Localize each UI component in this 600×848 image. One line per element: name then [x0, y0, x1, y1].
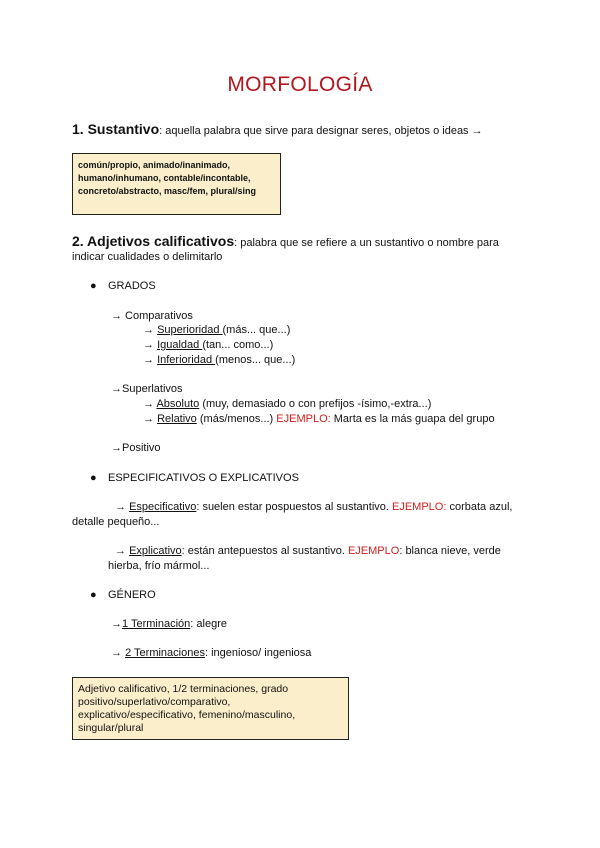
inferioridad-rest: (menos... que...) — [215, 354, 296, 366]
absoluto-rest: (muy, demasiado o con prefijos -ísimo,-extra...) — [199, 398, 432, 410]
relativo-term: Relativo — [157, 413, 197, 425]
section-1-text: : aquella palabra que sirve para designar seres, objetos o ideas → — [159, 125, 483, 137]
relativo-example-text: Marta es la más guapa del grupo — [330, 413, 495, 425]
section-2-heading: 2. Adjetivos calificativos — [72, 233, 235, 249]
superioridad-line — [143, 324, 290, 336]
igualdad-rest: (tan... como...) — [202, 339, 274, 351]
especificativo-line2: detalle pequeño... — [72, 516, 160, 528]
relativo-rest: (más/menos...) — [196, 413, 277, 425]
arrow: → — [143, 413, 154, 425]
arrow: → — [111, 647, 126, 659]
bullet-genero: ● — [90, 589, 97, 601]
igualdad-term: Igualdad — [157, 339, 203, 351]
superioridad-rest: (más... que...) — [222, 324, 291, 336]
especificativo-example-text: corbata azul, — [446, 501, 513, 513]
explicativo-term: Explicativo — [129, 545, 182, 557]
superlativos-label: →Superlativos — [111, 383, 183, 395]
arrow: → — [143, 324, 154, 336]
una-terminacion-term: 1 Terminación — [122, 618, 191, 630]
section-1-heading: 1. Sustantivo — [72, 121, 160, 137]
arrow: → — [143, 339, 154, 351]
igualdad-line — [143, 339, 273, 351]
arrow: → — [115, 545, 130, 557]
arrow: → — [143, 398, 154, 410]
arrow: → — [111, 618, 122, 630]
explicativo-example-label: EJEMPLO — [347, 545, 400, 557]
bullet-especificativos: ● — [90, 472, 97, 484]
inferioridad-term: Inferioridad — [157, 354, 216, 366]
positivo-label: →Positivo — [111, 442, 161, 454]
especificativo-example-label: EJEMPLO: — [392, 501, 447, 513]
sustantivo-summary-box: común/propio, animado/inanimado, humano/inhumano, contable/incontable, concreto/abstracto, masc/fem, plural/sing — [72, 153, 281, 215]
dos-terminaciones-rest: : ingenioso/ ingeniosa — [204, 647, 312, 659]
arrow: → — [143, 354, 154, 366]
adjetivo-summary-box: Adjetivo calificativo, 1/2 terminaciones, grado positivo/superlativo/comparativo, explicativo/especificativo, femenino/masculino, singular/plural — [72, 677, 349, 740]
relativo-example-label: EJEMPLO: — [276, 413, 331, 425]
dos-terminaciones-line — [111, 647, 311, 659]
absoluto-line — [143, 398, 431, 410]
section-2-line — [72, 233, 499, 251]
especificativo-line — [115, 501, 512, 513]
explicativo-example-text: : blanca nieve, verde — [399, 545, 501, 557]
comparativos-label: → Comparativos — [111, 310, 193, 322]
especificativos-label: ESPECIFICATIVOS O EXPLICATIVOS — [108, 472, 299, 484]
section-2-text-line2: indicar cualidades o delimitarlo — [72, 251, 223, 263]
explicativo-line — [115, 545, 501, 557]
una-terminacion-rest: : alegre — [190, 618, 227, 630]
especificativo-rest: : suelen estar pospuestos al sustantivo. — [196, 501, 392, 513]
una-terminacion-line — [111, 618, 227, 630]
grados-label: GRADOS — [108, 280, 156, 292]
relativo-line — [143, 413, 495, 425]
bullet-grados: ● — [90, 280, 97, 292]
dos-terminaciones-term: 2 Terminaciones — [125, 647, 205, 659]
genero-label: GÉNERO — [108, 589, 156, 601]
inferioridad-line — [143, 354, 295, 366]
explicativo-line2: hierba, frío mármol... — [108, 560, 210, 572]
page-title: MORFOLOGÍA — [227, 73, 373, 96]
explicativo-rest: : están antepuestos al sustantivo. — [181, 545, 348, 557]
arrow: → — [115, 501, 130, 513]
section-1-line — [72, 121, 483, 139]
absoluto-term: Absoluto — [156, 398, 200, 410]
especificativo-term: Especificativo — [129, 501, 197, 513]
section-2-text: : palabra que se refiere a un sustantivo o nombre para — [234, 237, 499, 249]
superioridad-term: Superioridad — [157, 324, 223, 336]
